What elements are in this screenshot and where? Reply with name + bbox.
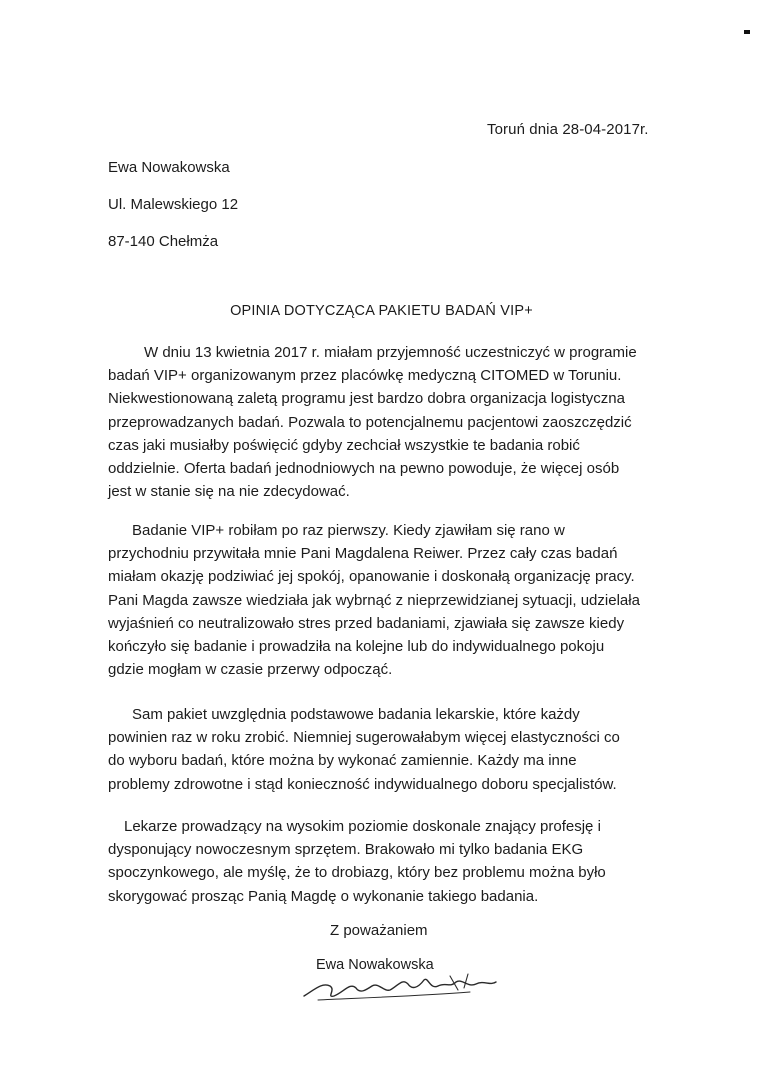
scan-mark [744, 30, 750, 34]
paragraph-line: gdzie mogłam w czasie przerwy odpocząć. [108, 661, 393, 679]
paragraph-line: powinien raz w roku zrobić. Niemniej sugerowałabym więcej elastyczności co [108, 729, 620, 747]
signer-name: Ewa Nowakowska [316, 957, 434, 973]
paragraph-line: kończyło się badanie i prowadziła na kolejne lub do indywidualnego pokoju [108, 638, 605, 656]
paragraph-line: Badanie VIP+ robiłam po raz pierwszy. Kiedy zjawiłam się rano w [132, 522, 565, 539]
paragraph-line: skorygować prosząc Panią Magdę o wykonanie takiego badania. [108, 887, 539, 905]
paragraph-line: problemy zdrowotne i stąd konieczność indywidualnego doboru specjalistów. [108, 775, 617, 793]
paragraph-line: badań VIP+ organizowanym przez placówkę medyczną CITOMED w Toruniu. [108, 367, 622, 385]
paragraph-4 [108, 815, 656, 908]
paragraph-line: do wyboru badań, które można by wykonać zamiennie. Każdy ma inne [108, 752, 577, 770]
paragraph-line: oddzielnie. Oferta badań jednodniowych na pewno powoduje, że więcej osób [108, 460, 620, 478]
paragraph-3 [108, 703, 656, 796]
paragraph-line: dysponujący nowoczesnym sprzętem. Brakowało mi tylko badania EKG [108, 841, 584, 859]
paragraph-2 [108, 519, 656, 681]
paragraph-line: Lekarze prowadzący na wysokim poziomie doskonale znający profesję i [124, 818, 601, 835]
sender-name: Ewa Nowakowska [108, 159, 230, 176]
paragraph-line: przeprowadzanych badań. Pozwala to potencjalnemu pacjentowi zaoszczędzić [108, 413, 632, 431]
handwritten-signature [300, 968, 500, 1004]
closing-phrase: Z poważaniem [330, 922, 428, 939]
sender-street: Ul. Malewskiego 12 [108, 196, 239, 213]
paragraph-line: Niekwestionowaną zaletą programu jest bardzo dobra organizacja logistyczna [108, 390, 625, 408]
paragraph-line: wyjaśnień co neutralizowało stres przed badaniami, zjawiała się zawsze kiedy [108, 614, 625, 632]
paragraph-line: Sam pakiet uwzględnia podstawowe badania lekarskie, które każdy [132, 706, 580, 723]
paragraph-line: Pani Magda zawsze wiedziała jak wybrnąć z nieprzewidzianej sytuacji, udzielała [108, 591, 640, 609]
paragraph-line: miałam okazję podziwiać jej spokój, opanowanie i doskonałą organizację pracy. [108, 568, 635, 586]
paragraph-line: W dniu 13 kwietnia 2017 r. miałam przyjemność uczestniczyć w programie [144, 344, 637, 361]
letter-title: OPINIA DOTYCZĄCA PAKIETU BADAŃ VIP+ [230, 303, 533, 319]
paragraph-line: czas jaki musiałby poświęcić gdyby zechciał wszystkie te badania robić [108, 436, 580, 454]
paragraph-line: jest w stanie się na nie zdecydować. [108, 483, 350, 501]
paragraph-1 [108, 341, 656, 503]
place-date: Toruń dnia 28-04-2017r. [487, 121, 649, 138]
paragraph-line: spoczynkowego, ale myślę, że to drobiazg, który bez problemu można było [108, 864, 606, 882]
paragraph-line: przychodniu przywitała mnie Pani Magdalena Reiwer. Przez cały czas badań [108, 545, 618, 563]
sender-city: 87-140 Chełmża [108, 233, 219, 250]
